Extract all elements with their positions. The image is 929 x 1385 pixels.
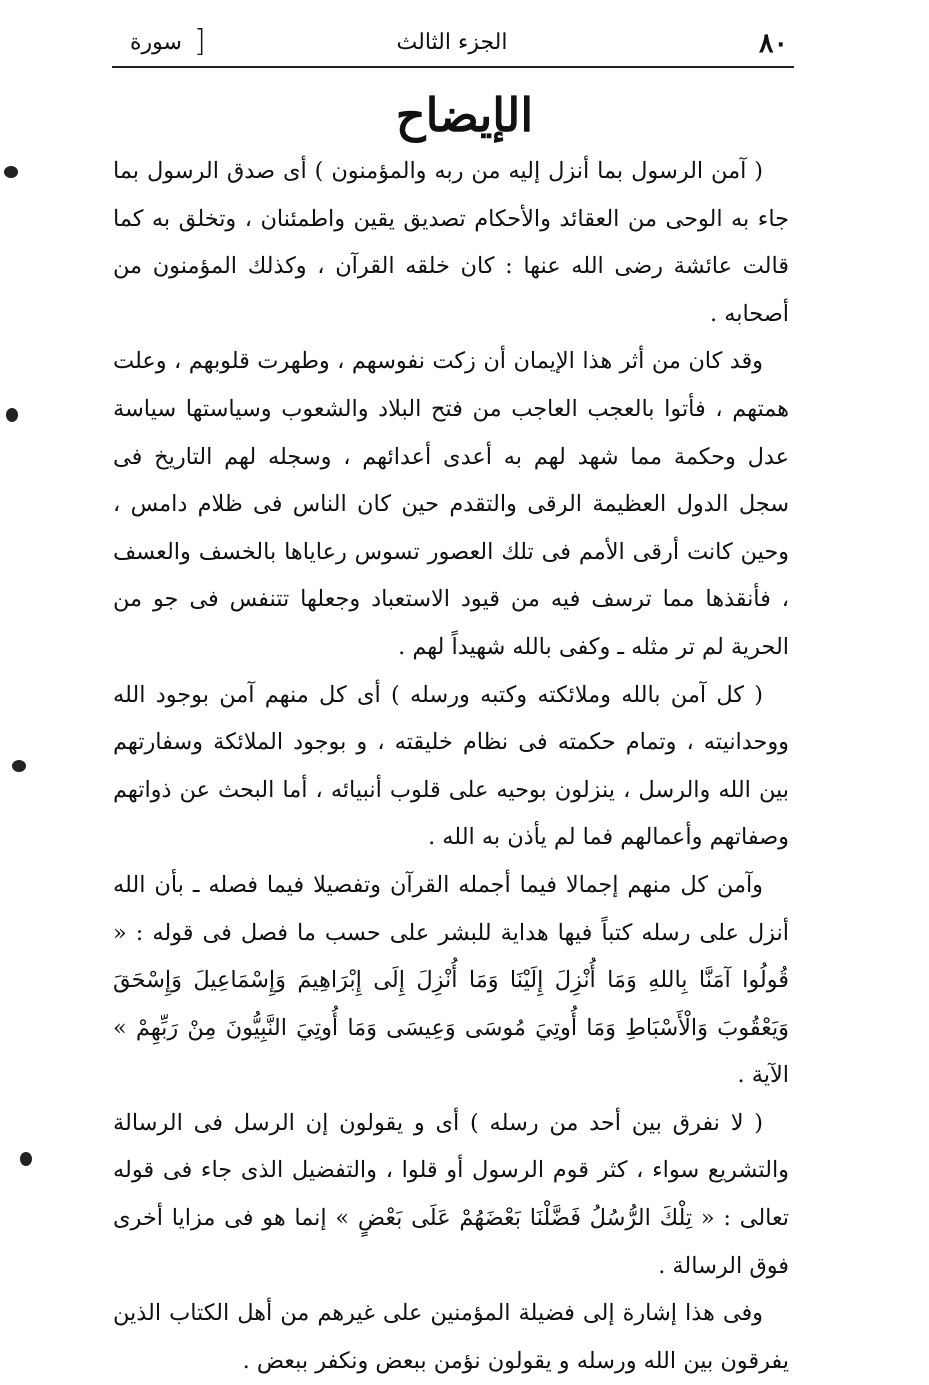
- paragraph-2: وقد كان من أثر هذا الإيمان أن زكت نفوسهم ، وطهرت قلوبهم ، وعلت همتهم ، فأتوا بالعجب العاجب من فتح البلاد والشعوب وسياستها سياسة عدل وحكمة مما شهد لهم به أعدى أعدائهم ، وسجله لهم التاريخ فى سجل الدول العظيمة الرقى والتقدم حين كان الناس فى ظلام دامس ، وحين كانت أرقى الأمم فى تلك العصور تسوس رعاياها بالخسف والعسف ، فأنقذها مما ترسف فيه من قيود الاستعباد وجعلها تتنفس فى جو من الحرية لم تر مثله ـ وكفى بالله شهيداً لهم .: [113, 348, 789, 660]
- paragraph-1: ( آمن الرسول بما أنزل إليه من ربه والمؤمنون ) أى صدق الرسول بما جاء به الوحى من العقائد والأحكام تصديق يقين واطمئنان ، وتخلق به كما قالت عائشة رضى الله عنها : كان خلقه القرآن ، وكذلك المؤمنون من أصحابه .: [113, 158, 789, 327]
- page-header: [112, 22, 792, 66]
- surah-label: سورة: [130, 30, 182, 55]
- surah-bracket: [: [194, 24, 206, 59]
- part-title: الجزء الثالث: [396, 30, 508, 55]
- paragraph-6: وفى هذا إشارة إلى فضيلة المؤمنين على غيرهم من أهل الكتاب الذين يفرقون بين الله ورسله و يقولون نؤمن ببعض ونكفر ببعض .: [113, 1300, 789, 1374]
- section-title: الإيضاح: [395, 88, 534, 142]
- paragraph-3: ( كل آمن بالله وملائكته وكتبه ورسله ) أى كل منهم آمن بوجود الله ووحدانيته ، وتمام حكمته فى نظام خليقته ، و بوجود الملائكة وسفارتهم بين الله والرسل ، ينزلون بوحيه على قلوب أنبيائه ، أما البحث عن ذواتهم وصفاتهم وأعمالهم فما لم يأذن به الله .: [113, 681, 789, 851]
- scan-blot: [6, 408, 18, 422]
- page-number: ٨٠: [758, 28, 788, 59]
- header-rule: [112, 66, 794, 68]
- scan-blot: [4, 166, 18, 178]
- paragraph-5: ( لا نفرق بين أحد من رسله ) أى و يقولون إن الرسل فى الرسالة والتشريع سواء ، كثر قوم الرسول أو قلوا ، والتفضيل الذى جاء فى قوله تعالى : « تِلْكَ الرُّسُلُ فَضَّلْنَا بَعْضَهُمْ عَلَى بَعْضٍ » إنما هو فى مزايا أخرى فوق الرسالة .: [113, 1109, 789, 1279]
- body-text: [113, 148, 789, 1385]
- scan-blot: [12, 760, 26, 772]
- paragraph-4: وآمن كل منهم إجمالا فيما أجمله القرآن وتفصيلا فيما فصله ـ بأن الله أنزل على رسله كتباً فيها هداية للبشر على حسب ما فصل فى قوله : « قُولُوا آمَنَّا بِاللهِ وَمَا أُنْزِلَ إِلَيْنَا وَمَا أُنْزِلَ إِلَى إِبْرَاهِيمَ وَإِسْمَاعِيلَ وَإِسْحَقَ وَيَعْقُوبَ وَالْأَسْبَاطِ وَمَا أُوتِيَ مُوسَى وَعِيسَى وَمَا أُوتِيَ النَّبِيُّونَ مِنْ رَبِّهِمْ » الآية .: [113, 871, 789, 1089]
- scan-blot: [20, 1152, 32, 1166]
